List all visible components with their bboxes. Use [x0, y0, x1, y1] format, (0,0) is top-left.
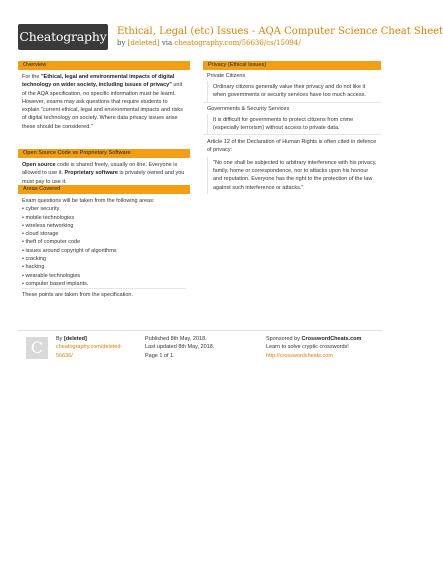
footer — [18, 330, 382, 360]
footer-dates — [145, 335, 255, 360]
governments-text: It is difficult for governments to protect citizens from crime (especially terrorism) without access to private data. — [207, 114, 381, 135]
areas-list — [22, 205, 186, 288]
list-item: • issues around copyright of algorithms — [22, 247, 117, 254]
page-number: Page 1 of 1. — [145, 352, 175, 359]
open-source-heading: Open Source Code vs Proprietary Software — [18, 149, 190, 158]
footer-author-url[interactable]: cheatography.com/deleted-56636/ — [56, 344, 123, 359]
list-item: • cloud storage — [22, 231, 59, 238]
governments-title: Governments & Security Services — [207, 105, 290, 112]
list-item: • wireless networking — [22, 222, 74, 229]
overview-body — [18, 70, 190, 149]
cheatography-c-logo: C — [26, 337, 48, 359]
left-column — [18, 61, 190, 308]
list-item: • computer based implants. — [22, 280, 89, 287]
overview-heading: Overview — [18, 61, 190, 70]
list-item: • theft of computer code — [22, 239, 81, 246]
cheatography-logo[interactable]: Cheatography — [18, 24, 108, 50]
open-source-body — [18, 158, 190, 185]
updated-date: Last updated 8th May, 2018. — [145, 344, 215, 351]
author-link[interactable]: [deleted] — [127, 39, 160, 47]
page-title: Ethical, Legal (etc) Issues - AQA Computer Science Cheat Sheet — [117, 26, 443, 37]
article-12-quote: "No one shall be subjected to arbitrary interference with his privacy, family, home or correspondence, nor to attacks upon his honour and reputation. Everyone has the right to the protection of the law against such interference or attacks." — [207, 157, 381, 194]
list-item: • mobile technologies — [22, 214, 75, 221]
published-date: Published 8th May, 2018. — [145, 336, 207, 342]
article-12-title: Article 12 of the Declaration of Human Rights is often cited in defence of privacy: — [207, 139, 377, 154]
areas-note: These points are taken from the specification. — [22, 288, 186, 299]
private-citizens-title: Private Citizens — [207, 73, 246, 79]
right-column — [203, 61, 381, 194]
list-item: • cyber security — [22, 206, 60, 213]
footer-author-name[interactable]: [deleted] — [63, 336, 87, 342]
list-item: • cracking — [22, 256, 46, 263]
open-source-paragraph: Open source code is shared freely, usually on line. Everyone is allowed to use it. Proprietary software is privately owned and you must pay to use it. — [22, 162, 185, 185]
overview-paragraph-1: For the "Ethical, legal and environmental impacts of digital technology on wider society, including issues of privacy" unit of the AQA specification, no specific information must be learnt. — [22, 74, 183, 97]
footer-sponsor: Sponsored by CrosswordCheats.com Learn to solve cryptic crosswords! http://crosswordcheats.com — [266, 335, 386, 360]
areas-body — [18, 194, 190, 308]
list-item: • hacking — [22, 264, 45, 271]
by-prefix: by — [117, 39, 126, 47]
overview-paragraph-2: However, exams may ask questions that require students to explain "current ethical, legal and environmental impacts and risks of digital technology on society. Where data privacy issues arise these should be considered." — [22, 98, 183, 130]
footer-author: By [deleted] cheatography.com/deleted-56636/ — [56, 336, 123, 359]
sponsor-url[interactable]: http://crosswordcheats.com — [266, 352, 333, 359]
via-text: via — [161, 39, 173, 47]
privacy-body — [203, 70, 381, 194]
privacy-heading: Privacy (Ethical Issues) — [203, 61, 381, 70]
areas-intro: Exam questions will be taken from the following areas: — [22, 198, 155, 204]
byline — [117, 39, 301, 47]
sponsor-name[interactable]: CrosswordCheats.com — [301, 336, 362, 342]
private-citizens-text: Ordinary citizens generally value their privacy and do not like it when governments or security services have too much access. — [207, 81, 381, 102]
sheet-url-link[interactable]: cheatography.com/56636/cs/15094/ — [174, 39, 301, 47]
header — [0, 0, 443, 57]
areas-heading: Areas Covered — [18, 185, 190, 194]
list-item: • wearable technologies — [22, 272, 81, 279]
sponsor-text: Learn to solve cryptic crosswords! — [266, 344, 349, 351]
